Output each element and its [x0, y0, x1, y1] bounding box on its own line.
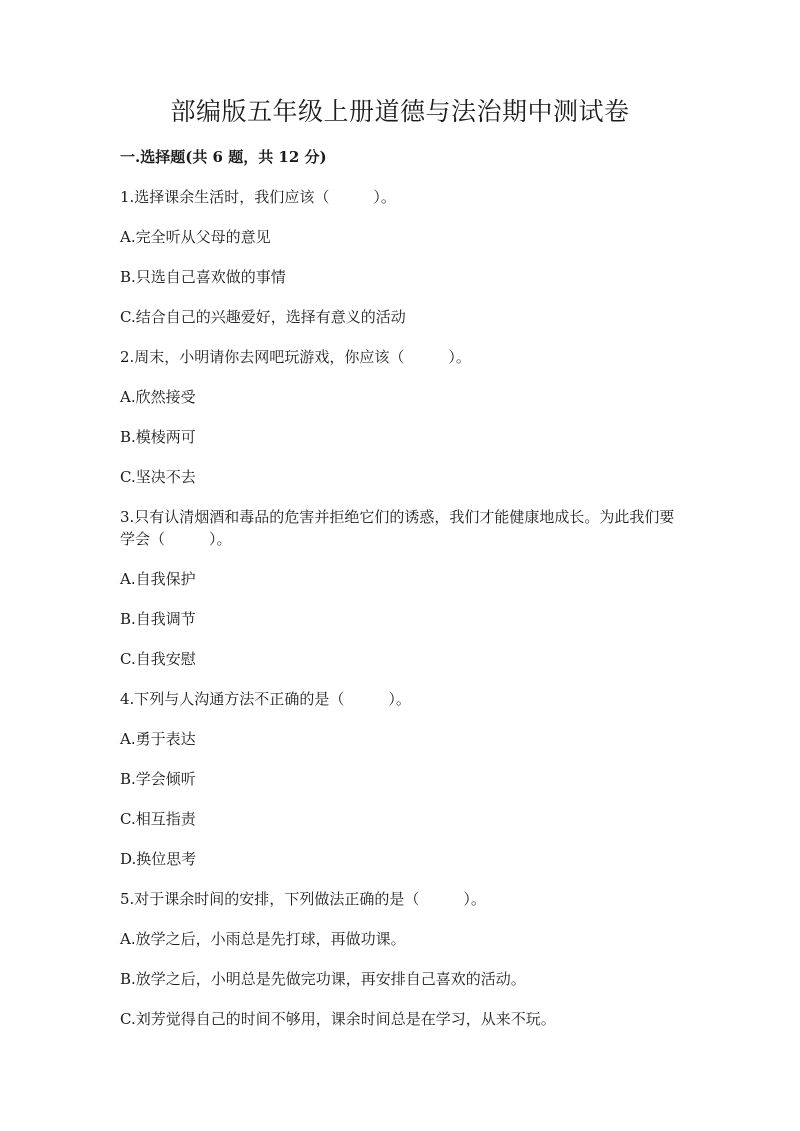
- option-c: C.自我安慰: [120, 650, 196, 668]
- option-b: B.放学之后，小明总是先做完功课，再安排自己喜欢的活动。: [120, 970, 526, 988]
- stem-text: 1.选择课余生活时，我们应该（: [120, 188, 330, 206]
- page-title: 部编版五年级上册道德与法治期中测试卷: [170, 97, 630, 126]
- question-1: [120, 186, 680, 328]
- question-stem: [120, 506, 680, 550]
- question-5: [120, 888, 680, 1030]
- option-c: C.相互指责: [120, 810, 196, 828]
- question-2: [120, 346, 680, 488]
- question-list: [120, 186, 680, 1048]
- question-stem: [120, 688, 680, 710]
- stem-text: 2.周末，小明请你去网吧玩游戏，你应该（: [120, 348, 405, 366]
- option-a: A.欣然接受: [120, 388, 196, 406]
- option-a: A.放学之后，小雨总是先打球，再做功课。: [120, 930, 406, 948]
- option-a: A.自我保护: [120, 570, 196, 588]
- option-d: D.换位思考: [120, 850, 197, 868]
- stem-text: 5.对于课余时间的安排，下列做法正确的是（: [120, 890, 420, 908]
- stem-end: ）。: [463, 890, 486, 908]
- question-stem: [120, 186, 680, 208]
- stem-end: ）。: [209, 530, 232, 548]
- stem-end: ）。: [373, 188, 396, 206]
- option-b: B.自我调节: [120, 610, 196, 628]
- option-b: B.模棱两可: [120, 428, 196, 446]
- option-c: C.结合自己的兴趣爱好，选择有意义的活动: [120, 308, 406, 326]
- option-c: C.刘芳觉得自己的时间不够用，课余时间总是在学习，从来不玩。: [120, 1010, 556, 1028]
- question-stem: [120, 888, 680, 910]
- stem-text: 3.只有认清烟酒和毒品的危害并拒绝它们的诱惑，我们才能健康地成长。为此我们要学会（: [120, 508, 675, 548]
- question-stem: [120, 346, 680, 368]
- option-c: C.坚决不去: [120, 468, 196, 486]
- stem-end: ）。: [388, 690, 411, 708]
- option-a: A.完全听从父母的意见: [120, 228, 271, 246]
- question-4: [120, 688, 680, 870]
- section-heading: 一.选择题(共 6 题，共 12 分): [120, 148, 327, 166]
- option-a: A.勇于表达: [120, 730, 196, 748]
- option-b: B.只选自己喜欢做的事情: [120, 268, 286, 286]
- stem-end: ）。: [448, 348, 471, 366]
- option-b: B.学会倾听: [120, 770, 196, 788]
- question-3: [120, 506, 680, 670]
- stem-text: 4.下列与人沟通方法不正确的是（: [120, 690, 345, 708]
